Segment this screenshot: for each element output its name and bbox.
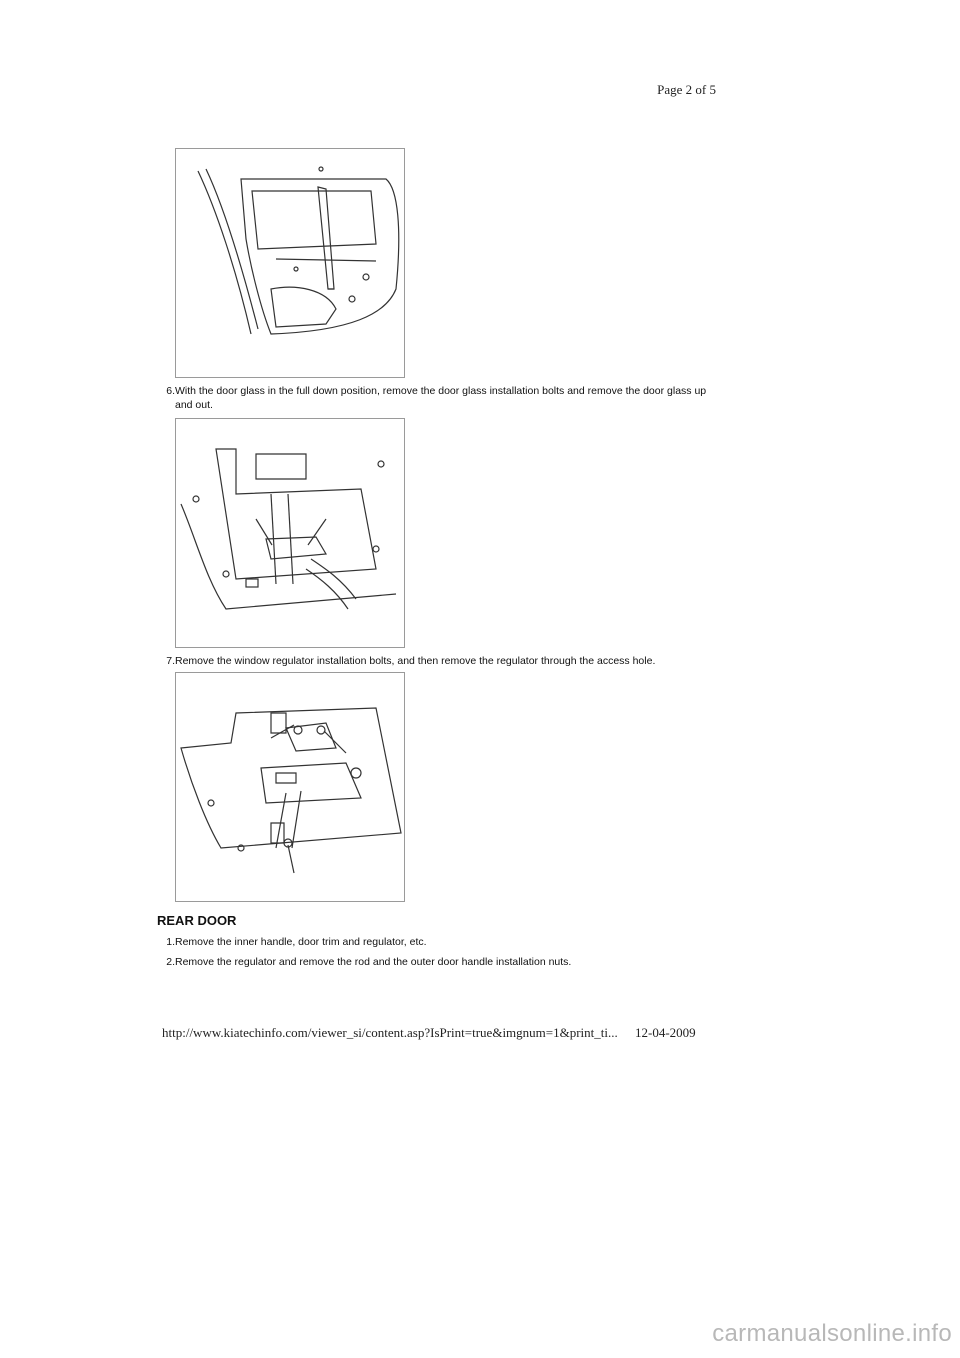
footer-date: 12-04-2009 [635,1025,696,1040]
rear-door-heading: REAR DOOR [157,913,237,928]
step-number: 1. [166,936,175,948]
page-footer [162,1025,696,1041]
watermark: carmanualsonline.info [712,1320,952,1347]
footer-url: http://www.kiatechinfo.com/viewer_si/content.asp?IsPrint=true&imgnum=1&print_ti... [162,1025,618,1040]
step-text: Remove the window regulator installation bolts, and then remove the regulator through the access hole. [175,655,656,667]
step-text: With the door glass in the full down position, remove the door glass installation bolts and remove the door glass up and out. [175,385,707,411]
window-regulator-bolts-icon [176,673,404,901]
window-regulator-bolts-figure [175,672,405,902]
step-number: 7. [166,655,175,667]
step-text: Remove the regulator and remove the rod and the outer door handle installation nuts. [175,956,572,968]
page-number: Page 2 of 5 [657,82,716,97]
door-glass-removal-icon [176,149,404,377]
step-text: Remove the inner handle, door trim and regulator, etc. [175,936,427,948]
step-number: 2. [166,956,175,968]
step-number: 6. [166,385,175,397]
door-glass-bolts-figure [175,418,405,648]
door-glass-removal-figure [175,148,405,378]
door-glass-bolts-icon [176,419,404,647]
